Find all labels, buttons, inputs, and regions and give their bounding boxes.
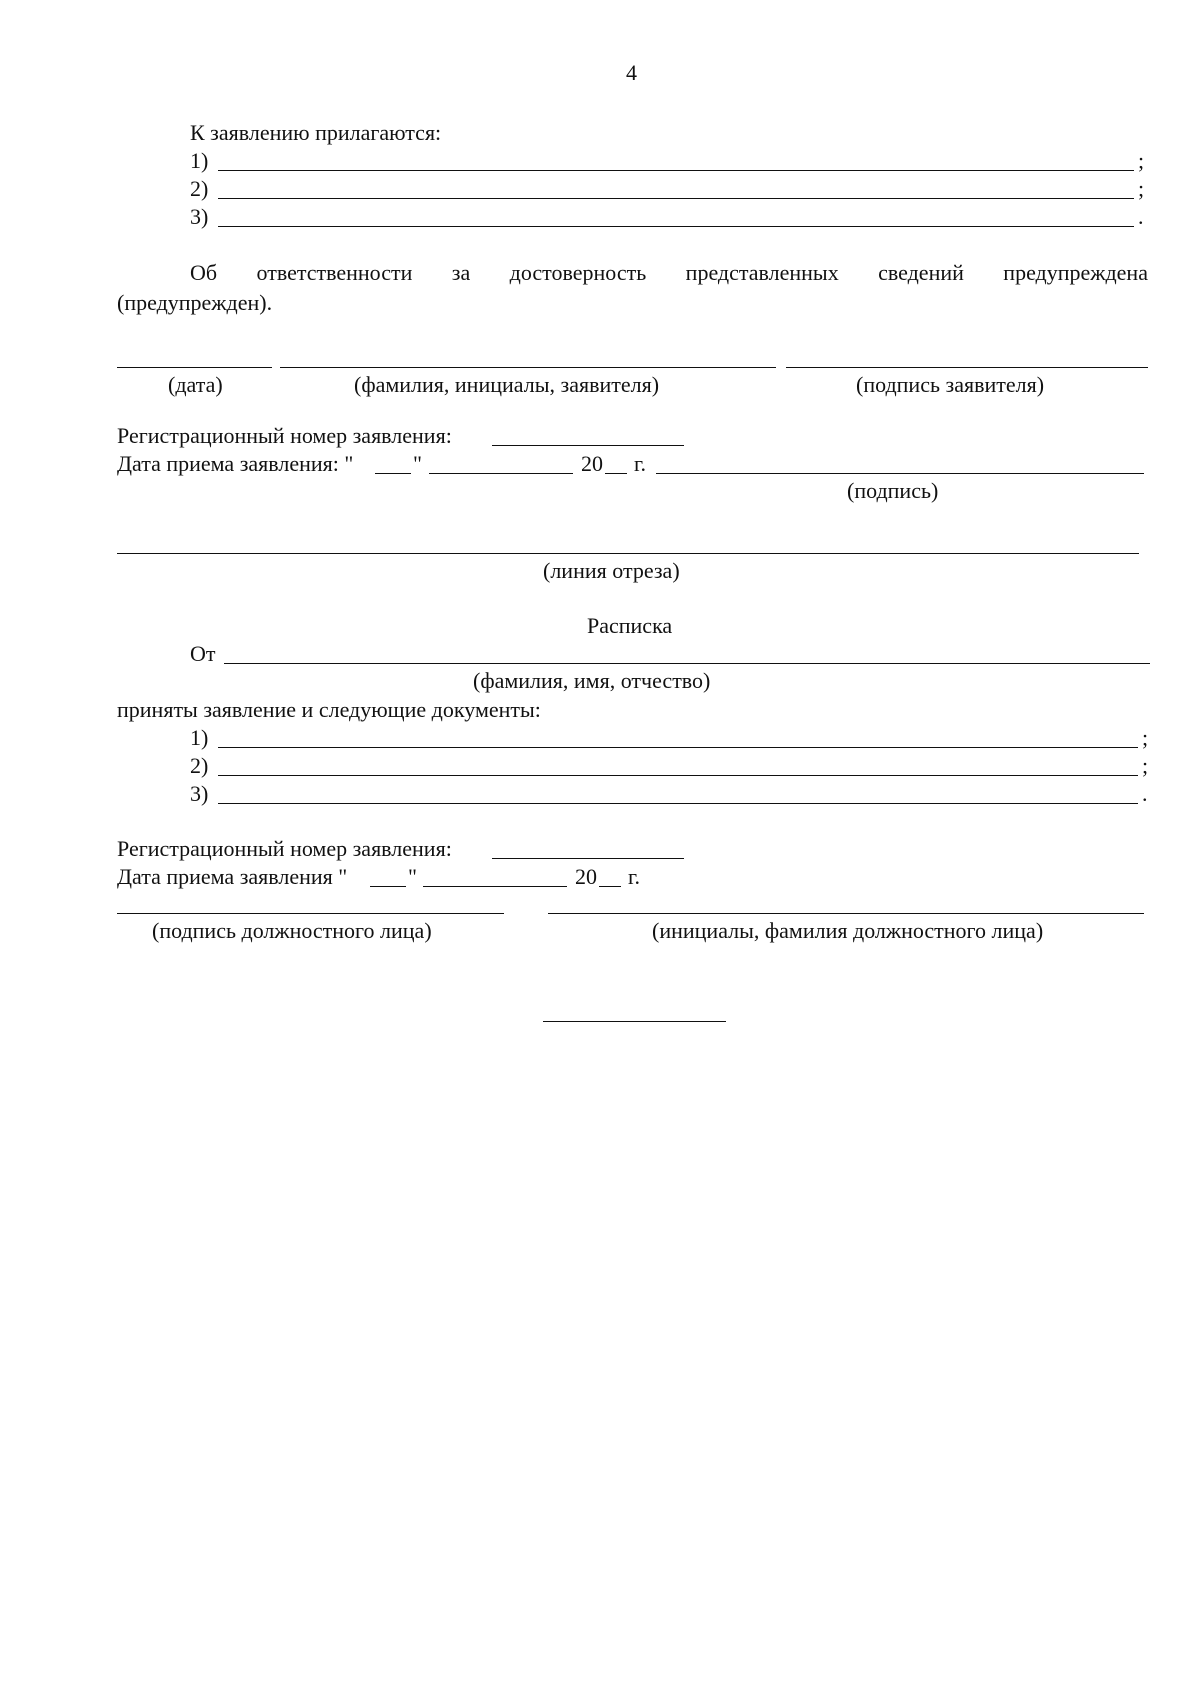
attachments-heading: К заявлению прилагаются: xyxy=(190,120,442,145)
applicant-name-field[interactable] xyxy=(280,367,776,368)
receipt-year-field[interactable] xyxy=(605,473,627,474)
receipt-date-label: Дата приема заявления: " xyxy=(117,451,354,476)
attachment-item-3-number: 3) xyxy=(190,204,209,229)
page-number: 4 xyxy=(626,60,637,85)
receipt-year-prefix: 20 xyxy=(581,451,603,476)
attachment-item-2-end: ; xyxy=(1138,176,1145,201)
cut-line-label: (линия отреза) xyxy=(543,558,680,583)
receipt-accept-day-field[interactable] xyxy=(370,886,406,887)
attachment-item-1-number: 1) xyxy=(190,148,209,173)
receipt-day-quote-close: " xyxy=(413,451,422,476)
receipt-accept-date-label: Дата приема заявления " xyxy=(117,864,348,889)
date-label: (дата) xyxy=(168,372,223,397)
receiver-signature-field[interactable] xyxy=(656,473,1144,474)
receipt-item-2-number: 2) xyxy=(190,753,209,778)
receipt-title: Расписка xyxy=(587,613,673,638)
responsibility-warning-line-1: Об ответственности за достоверность представленных сведений предупреждена xyxy=(190,260,1148,285)
applicant-signature-field[interactable] xyxy=(786,367,1148,368)
cut-line xyxy=(117,553,1139,554)
receipt-name-hint: (фамилия, имя, отчество) xyxy=(473,668,711,693)
registration-number-field[interactable] xyxy=(492,445,684,446)
receipt-from-label: От xyxy=(190,641,216,666)
attachment-item-3-end: . xyxy=(1138,204,1144,229)
date-field[interactable] xyxy=(117,367,272,368)
applicant-name-label: (фамилия, инициалы, заявителя) xyxy=(354,372,660,397)
applicant-signature-label: (подпись заявителя) xyxy=(856,372,1045,397)
official-signature-label: (подпись должностного лица) xyxy=(152,918,432,943)
attachment-item-2-number: 2) xyxy=(190,176,209,201)
official-name-label: (инициалы, фамилия должностного лица) xyxy=(652,918,1044,943)
receipt-item-3-end: . xyxy=(1142,781,1148,806)
receipt-item-1-field[interactable] xyxy=(218,747,1138,748)
receipt-month-field[interactable] xyxy=(429,473,573,474)
registration-number-label: Регистрационный номер заявления: xyxy=(117,423,452,448)
attachment-item-1-end: ; xyxy=(1138,148,1145,173)
receipt-accepted-text: приняты заявление и следующие документы: xyxy=(117,697,541,722)
receipt-accept-year-field[interactable] xyxy=(599,886,621,887)
receipt-accept-year-prefix: 20 xyxy=(575,864,597,889)
closing-rule xyxy=(543,1021,726,1022)
receipt-from-field[interactable] xyxy=(224,663,1150,664)
receipt-accept-month-field[interactable] xyxy=(423,886,567,887)
receipt-item-3-field[interactable] xyxy=(218,803,1138,804)
receiver-signature-label: (подпись) xyxy=(847,478,939,503)
official-signature-field[interactable] xyxy=(117,913,504,914)
receipt-registration-number-label: Регистрационный номер заявления: xyxy=(117,836,452,861)
official-name-field[interactable] xyxy=(548,913,1144,914)
responsibility-warning-line-2: (предупрежден). xyxy=(117,290,273,315)
attachment-item-3-field[interactable] xyxy=(218,226,1134,227)
receipt-item-2-end: ; xyxy=(1142,753,1149,778)
receipt-item-2-field[interactable] xyxy=(218,775,1138,776)
receipt-item-3-number: 3) xyxy=(190,781,209,806)
receipt-item-1-number: 1) xyxy=(190,725,209,750)
receipt-accept-year-suffix: г. xyxy=(628,864,641,889)
receipt-registration-number-field[interactable] xyxy=(492,858,684,859)
receipt-item-1-end: ; xyxy=(1142,725,1149,750)
receipt-day-field[interactable] xyxy=(375,473,411,474)
receipt-accept-day-quote-close: " xyxy=(408,864,417,889)
attachment-item-2-field[interactable] xyxy=(218,198,1134,199)
attachment-item-1-field[interactable] xyxy=(218,170,1134,171)
receipt-year-suffix: г. xyxy=(634,451,647,476)
